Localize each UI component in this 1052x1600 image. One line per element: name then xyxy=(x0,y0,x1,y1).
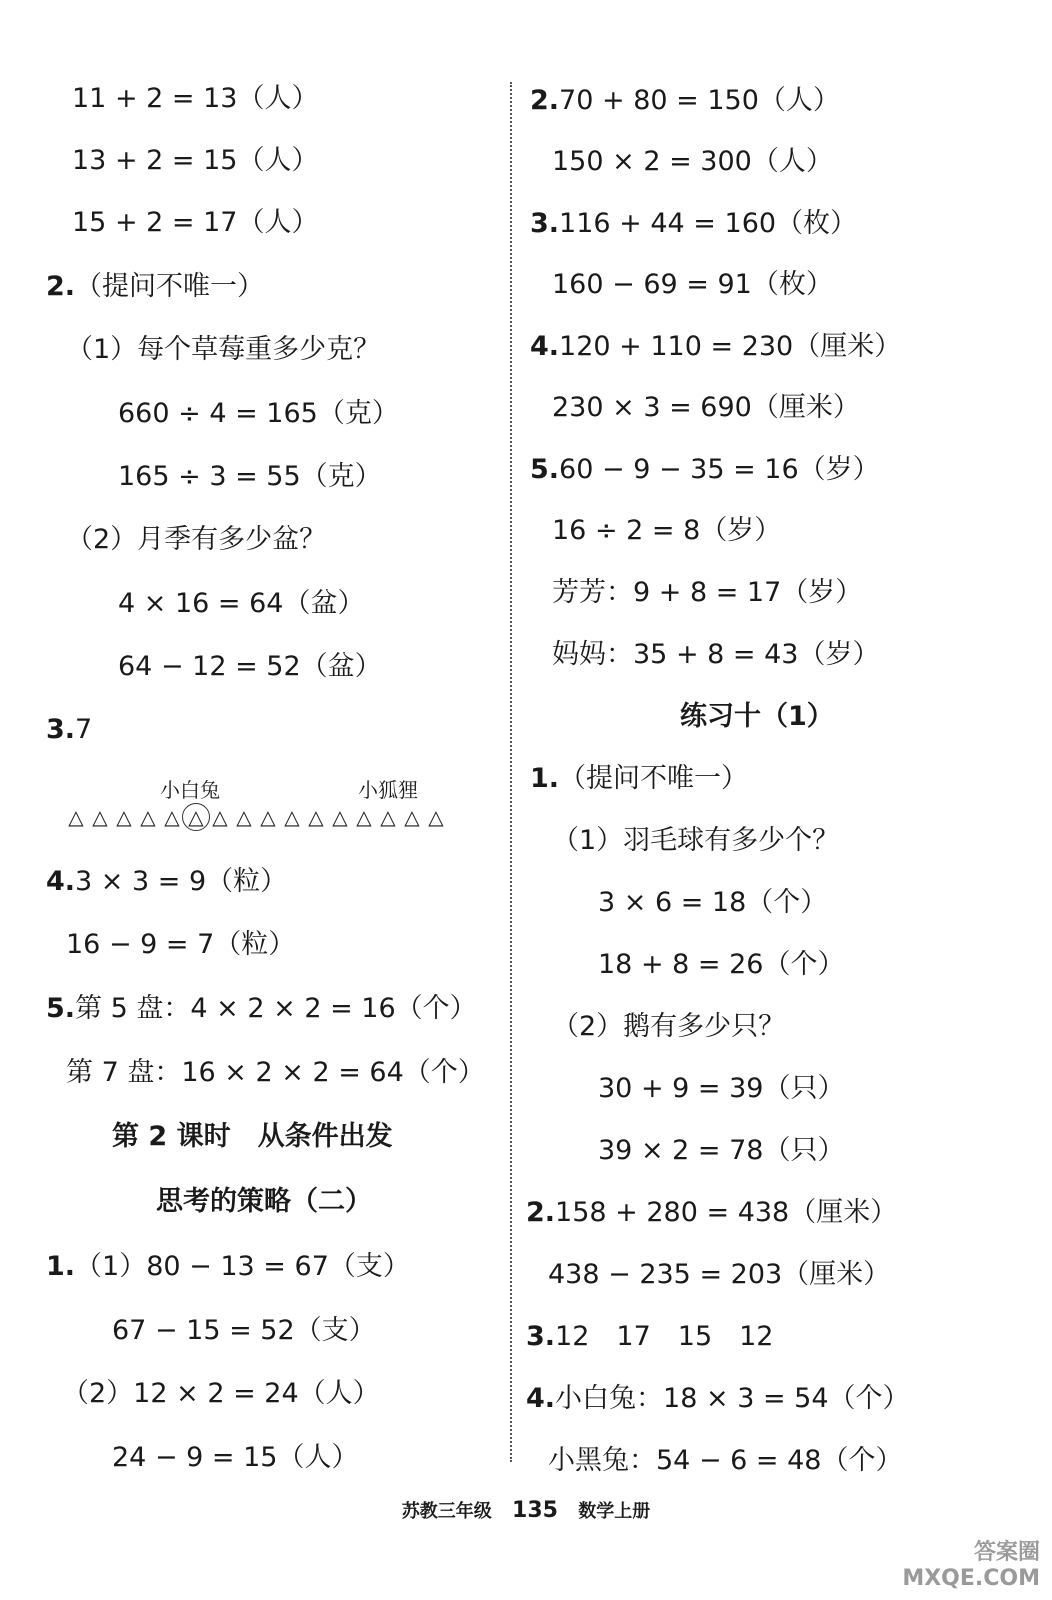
exercise-question-2 xyxy=(526,1196,897,1230)
answer-line: 160 − 69 = 91（枚） xyxy=(552,269,833,300)
triangle-icon: △ xyxy=(116,805,132,829)
triangle-icon: △ xyxy=(236,805,252,829)
answer-line: 165 ÷ 3 = 55（克） xyxy=(118,461,382,492)
question-number: 5. xyxy=(46,993,76,1024)
triangle-icon: △ xyxy=(404,805,420,829)
question-number: 1. xyxy=(46,1251,76,1282)
question-number: 4. xyxy=(526,1383,556,1414)
answer-line: 3 × 6 = 18（个） xyxy=(598,887,828,918)
triangle-icon: △ xyxy=(92,805,108,829)
page-footer xyxy=(0,1497,1052,1523)
answer-line: 660 ÷ 4 = 165（克） xyxy=(118,398,399,429)
question-number: 3. xyxy=(526,1321,556,1352)
answer-line: 第 7 盘：16 × 2 × 2 = 64（个） xyxy=(66,1057,485,1088)
answer-line: 4 × 16 = 64（盆） xyxy=(118,588,365,619)
lesson-title: 第 2 课时 从条件出发 xyxy=(112,1121,393,1152)
question-number: 5. xyxy=(530,454,560,485)
answer-line: 150 × 2 = 300（人） xyxy=(552,146,833,177)
answer-line: （2）12 × 2 = 24（人） xyxy=(62,1378,380,1409)
answer-line: 11 + 2 = 13（人） xyxy=(72,83,319,114)
triangle-icon: △ xyxy=(428,805,444,829)
sub-question: （2）鹅有多少只？ xyxy=(552,1011,786,1042)
question-answer: 7 xyxy=(75,714,93,745)
strategy-question-1 xyxy=(46,1250,410,1284)
answer-line: 120 + 110 = 230（厘米） xyxy=(559,331,902,362)
question-note: （提问不唯一） xyxy=(559,763,749,794)
question-3 xyxy=(46,713,92,747)
answer-line: （1）80 − 13 = 67（支） xyxy=(75,1251,410,1282)
triangle-icon: △ xyxy=(332,805,348,829)
question-4 xyxy=(46,865,287,899)
footer-subject: 数学上册 xyxy=(578,1501,651,1522)
answer-line: 芳芳：9 + 8 = 17（岁） xyxy=(552,577,863,608)
answer-line: 39 × 2 = 78（只） xyxy=(598,1135,845,1166)
answer-line: 18 + 8 = 26（个） xyxy=(598,949,845,980)
question-number: 4. xyxy=(46,866,76,897)
exercise-question-3 xyxy=(526,1320,773,1354)
answer-line: 30 + 9 = 39（只） xyxy=(598,1073,845,1104)
triangle-icon: △ xyxy=(308,805,324,829)
question-4 xyxy=(530,330,901,364)
label-fox: 小狐狸 xyxy=(358,778,418,802)
question-number: 4. xyxy=(530,331,560,362)
question-3 xyxy=(530,207,857,241)
column-divider xyxy=(510,82,512,1462)
question-number: 2. xyxy=(46,271,76,302)
triangle-icon: △ xyxy=(140,805,156,829)
triangle-diagram xyxy=(64,805,448,835)
answer-line: 438 − 235 = 203（厘米） xyxy=(548,1259,891,1290)
triangle-icon: △ xyxy=(164,805,180,829)
footer-grade: 苏教三年级 xyxy=(401,1501,492,1522)
question-number: 2. xyxy=(530,85,560,116)
circled-triangle-icon: △ xyxy=(380,805,396,829)
answer-line: 116 + 44 = 160（枚） xyxy=(559,208,858,239)
answer-line: 16 − 9 = 7（粒） xyxy=(66,929,296,960)
triangle-icon: △ xyxy=(212,805,228,829)
answer-line: 60 − 9 − 35 = 16（岁） xyxy=(559,454,880,485)
answer-line: 12 17 15 12 xyxy=(555,1321,774,1352)
question-number: 2. xyxy=(526,1197,556,1228)
answer-line: 小白兔：18 × 3 = 54（个） xyxy=(555,1383,910,1414)
question-number: 3. xyxy=(46,714,76,745)
section-title: 练习十（1） xyxy=(680,701,834,732)
sub-question: （1）羽毛球有多少个？ xyxy=(552,825,840,856)
answer-line: 64 − 12 = 52（盆） xyxy=(118,651,382,682)
answer-line: 67 − 15 = 52（支） xyxy=(112,1315,376,1346)
triangle-icon: △ xyxy=(356,805,372,829)
triangle-icon: △ xyxy=(68,805,84,829)
question-2 xyxy=(46,270,264,304)
exercise-question-1 xyxy=(530,762,748,796)
exercise-question-4 xyxy=(526,1382,910,1416)
answer-line: 158 + 280 = 438（厘米） xyxy=(555,1197,898,1228)
page-number: 135 xyxy=(512,1498,558,1523)
answer-line: 24 − 9 = 15（人） xyxy=(112,1442,359,1473)
question-2 xyxy=(530,84,840,118)
answer-line: 16 ÷ 2 = 8（岁） xyxy=(552,515,782,546)
answer-line: 小黑兔：54 − 6 = 48（个） xyxy=(548,1445,903,1476)
sub-question: （2）月季有多少盆？ xyxy=(66,524,327,555)
question-5 xyxy=(46,992,477,1026)
label-rabbit: 小白兔 xyxy=(160,778,220,802)
answer-line: 70 + 80 = 150（人） xyxy=(559,85,840,116)
answer-line: 第 5 盘：4 × 2 × 2 = 16（个） xyxy=(75,993,477,1024)
question-note: （提问不唯一） xyxy=(75,271,265,302)
watermark-url: MXQE.COM xyxy=(902,1566,1040,1591)
answer-line: 3 × 3 = 9（粒） xyxy=(75,866,288,897)
watermark-logo-text: 答案圈 xyxy=(973,1540,1040,1565)
answer-line: 妈妈：35 + 8 = 43（岁） xyxy=(552,639,880,670)
triangle-icon: △ xyxy=(260,805,276,829)
question-number: 1. xyxy=(530,763,560,794)
answer-line: 15 + 2 = 17（人） xyxy=(72,207,319,238)
question-number: 3. xyxy=(530,208,560,239)
answer-line: 13 + 2 = 15（人） xyxy=(72,145,319,176)
triangle-icon: △ xyxy=(284,805,300,829)
site-watermark xyxy=(902,1540,1040,1592)
question-5 xyxy=(530,453,880,487)
answer-line: 230 × 3 = 690（厘米） xyxy=(552,392,860,423)
lesson-subtitle: 思考的策略（二） xyxy=(156,1186,372,1217)
sub-question: （1）每个草莓重多少克？ xyxy=(66,334,381,365)
circled-triangle-icon: △ xyxy=(184,805,208,829)
